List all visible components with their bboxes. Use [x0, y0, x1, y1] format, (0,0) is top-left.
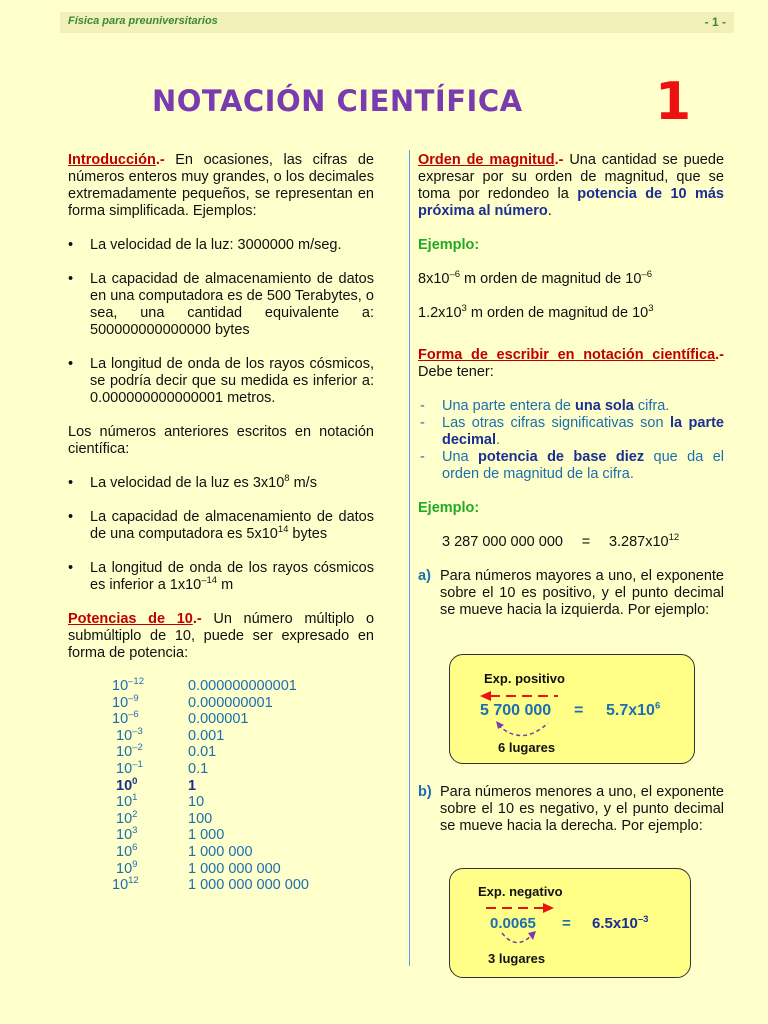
page-number: - 1 - — [704, 15, 726, 29]
powers-table — [112, 678, 352, 894]
box-title: Exp. negativo — [478, 884, 563, 899]
box-places: 3 lugares — [488, 951, 546, 966]
curve-arrow-icon — [498, 929, 538, 949]
requirements-list — [418, 398, 724, 483]
rule-a: a) Para números mayores a uno, el exponente sobre el 10 es positivo, y el punto decimal se mueve hacia la izquierda. Por ejemplo: — [418, 568, 724, 618]
box-equals: = — [574, 702, 584, 719]
examples-list — [68, 237, 374, 407]
intro-paragraph: Introducción.- En ocasiones, las cifras de números enteros muy grandes, o los decimales extremadamente pequeños, se representan en forma simplificada. Ejemplos: — [68, 152, 374, 219]
example-item: • La velocidad de la luz: 3000000 m/seg. — [68, 237, 374, 254]
power-row: $10^{-2}$ 0.01 — [112, 742, 217, 761]
header-title: Física para preuniversitarios — [68, 15, 218, 27]
box-number: 5 700 000 — [480, 702, 552, 719]
form-label: Forma de escribir en notación científica — [418, 347, 716, 363]
example-heading: Ejemplo: — [418, 500, 480, 516]
magnitude-paragraph: Orden de magnitud.- Una cantidad se puede expresar por su orden de magnitud, que se toma por redondeo la potencia de 10 más próxima al número. — [418, 152, 725, 219]
box-number: 0.0065 — [490, 915, 536, 932]
rule-b-block — [418, 784, 724, 835]
magnitude-example: $1.2x10^3$ m orden de magnitud de $10^3$ — [418, 303, 654, 321]
requirement-item: - Una potencia de base diez que da el orden de magnitud de la cifra. — [418, 449, 724, 483]
form-paragraph: Forma de escribir en notación científica.- Debe tener: — [418, 347, 724, 380]
power-row: $10^{-9}$ 0.000000001 — [112, 692, 273, 711]
box-equals: = — [562, 915, 571, 932]
power-row: $10^1$ 10 — [112, 792, 205, 811]
power-row: $10^9$ 1 000 000 000 — [112, 858, 281, 877]
power-row: $10^{-3}$ 0.001 — [112, 725, 225, 744]
page-header — [60, 12, 734, 33]
right-arrow-icon — [484, 901, 556, 915]
scientific-list — [68, 475, 374, 594]
written-intro: Los números anteriores escritos en notación científica: — [68, 424, 374, 457]
page-title: NOTACIÓN CIENTÍFICA — [152, 84, 523, 118]
intro-label: Introducción — [68, 152, 156, 168]
left-arrow-icon — [478, 689, 560, 703]
chapter-number: 1 — [655, 72, 692, 132]
powers-label: Potencias de 10 — [68, 611, 193, 627]
right-column — [418, 152, 724, 619]
magnitude-example: $8x10^{-6}$ m orden de magnitud de $10^{-6}$ — [418, 269, 652, 287]
example-item: • La longitud de onda de los rayos cósmicos, se podría decir que su medida es inferior a: 0.000000000000001 metros. — [68, 356, 374, 407]
power-row: $10^0$ 1 — [112, 775, 197, 794]
power-row: $10^{12}$ 1 000 000 000 000 — [112, 875, 309, 894]
power-row: $10^{-12}$ 0.000000000001 — [112, 676, 297, 694]
power-row: $10^{-1}$ 0.1 — [112, 759, 209, 777]
positive-exponent-box — [449, 654, 695, 764]
power-row: $10^6$ 1 000 000 — [112, 842, 253, 860]
powers-paragraph: Potencias de 10.- Un número múltiplo o submúltiplo de 10, puede ser expresado en forma de potencia: — [68, 611, 375, 661]
power-row: $10^3$ 1 000 — [112, 825, 225, 844]
left-column — [68, 152, 374, 894]
column-divider — [409, 150, 410, 966]
box-result: $5.7x10^6$ — [606, 700, 661, 719]
power-row: $10^{-6}$ 0.000001 — [112, 709, 249, 728]
power-row: $10^2$ 100 — [112, 808, 213, 827]
scientific-example: 3 287 000 000 $000 = 3.287x10^{12}$ — [442, 532, 680, 550]
box-result: $6.5x10^{-3}$ — [592, 914, 649, 932]
magnitude-label: Orden de magnitud — [418, 152, 555, 168]
example-heading: Ejemplo: — [418, 237, 480, 253]
requirement-item: - Las otras cifras significativas son la parte decimal. — [418, 415, 724, 449]
scientific-item: • La longitud de onda de los rayos cósmicos es inferior a $1x10^{-14}$ m — [68, 560, 374, 594]
rule-b: b) Para números menores a uno, el exponente sobre el 10 es negativo, y el punto decimal se mueve hacia la derecha. Por ejemplo: — [418, 784, 724, 834]
scientific-item: • La velocidad de la luz es $3x10^8$ m/s — [68, 475, 374, 492]
box-places: 6 lugares — [498, 740, 556, 755]
box-title: Exp. positivo — [484, 671, 565, 686]
scientific-item: • La capacidad de almacenamiento de datos de una computadora es $5x10^{14}$ bytes — [68, 509, 374, 543]
negative-exponent-box — [449, 868, 691, 978]
example-item: • La capacidad de almacenamiento de datos en una computadora es de 500 Terabytes, o sea, una cantidad equivalente a: 500000000000000 bytes — [68, 271, 374, 339]
requirement-item: - Una parte entera de una sola cifra. — [418, 398, 724, 415]
